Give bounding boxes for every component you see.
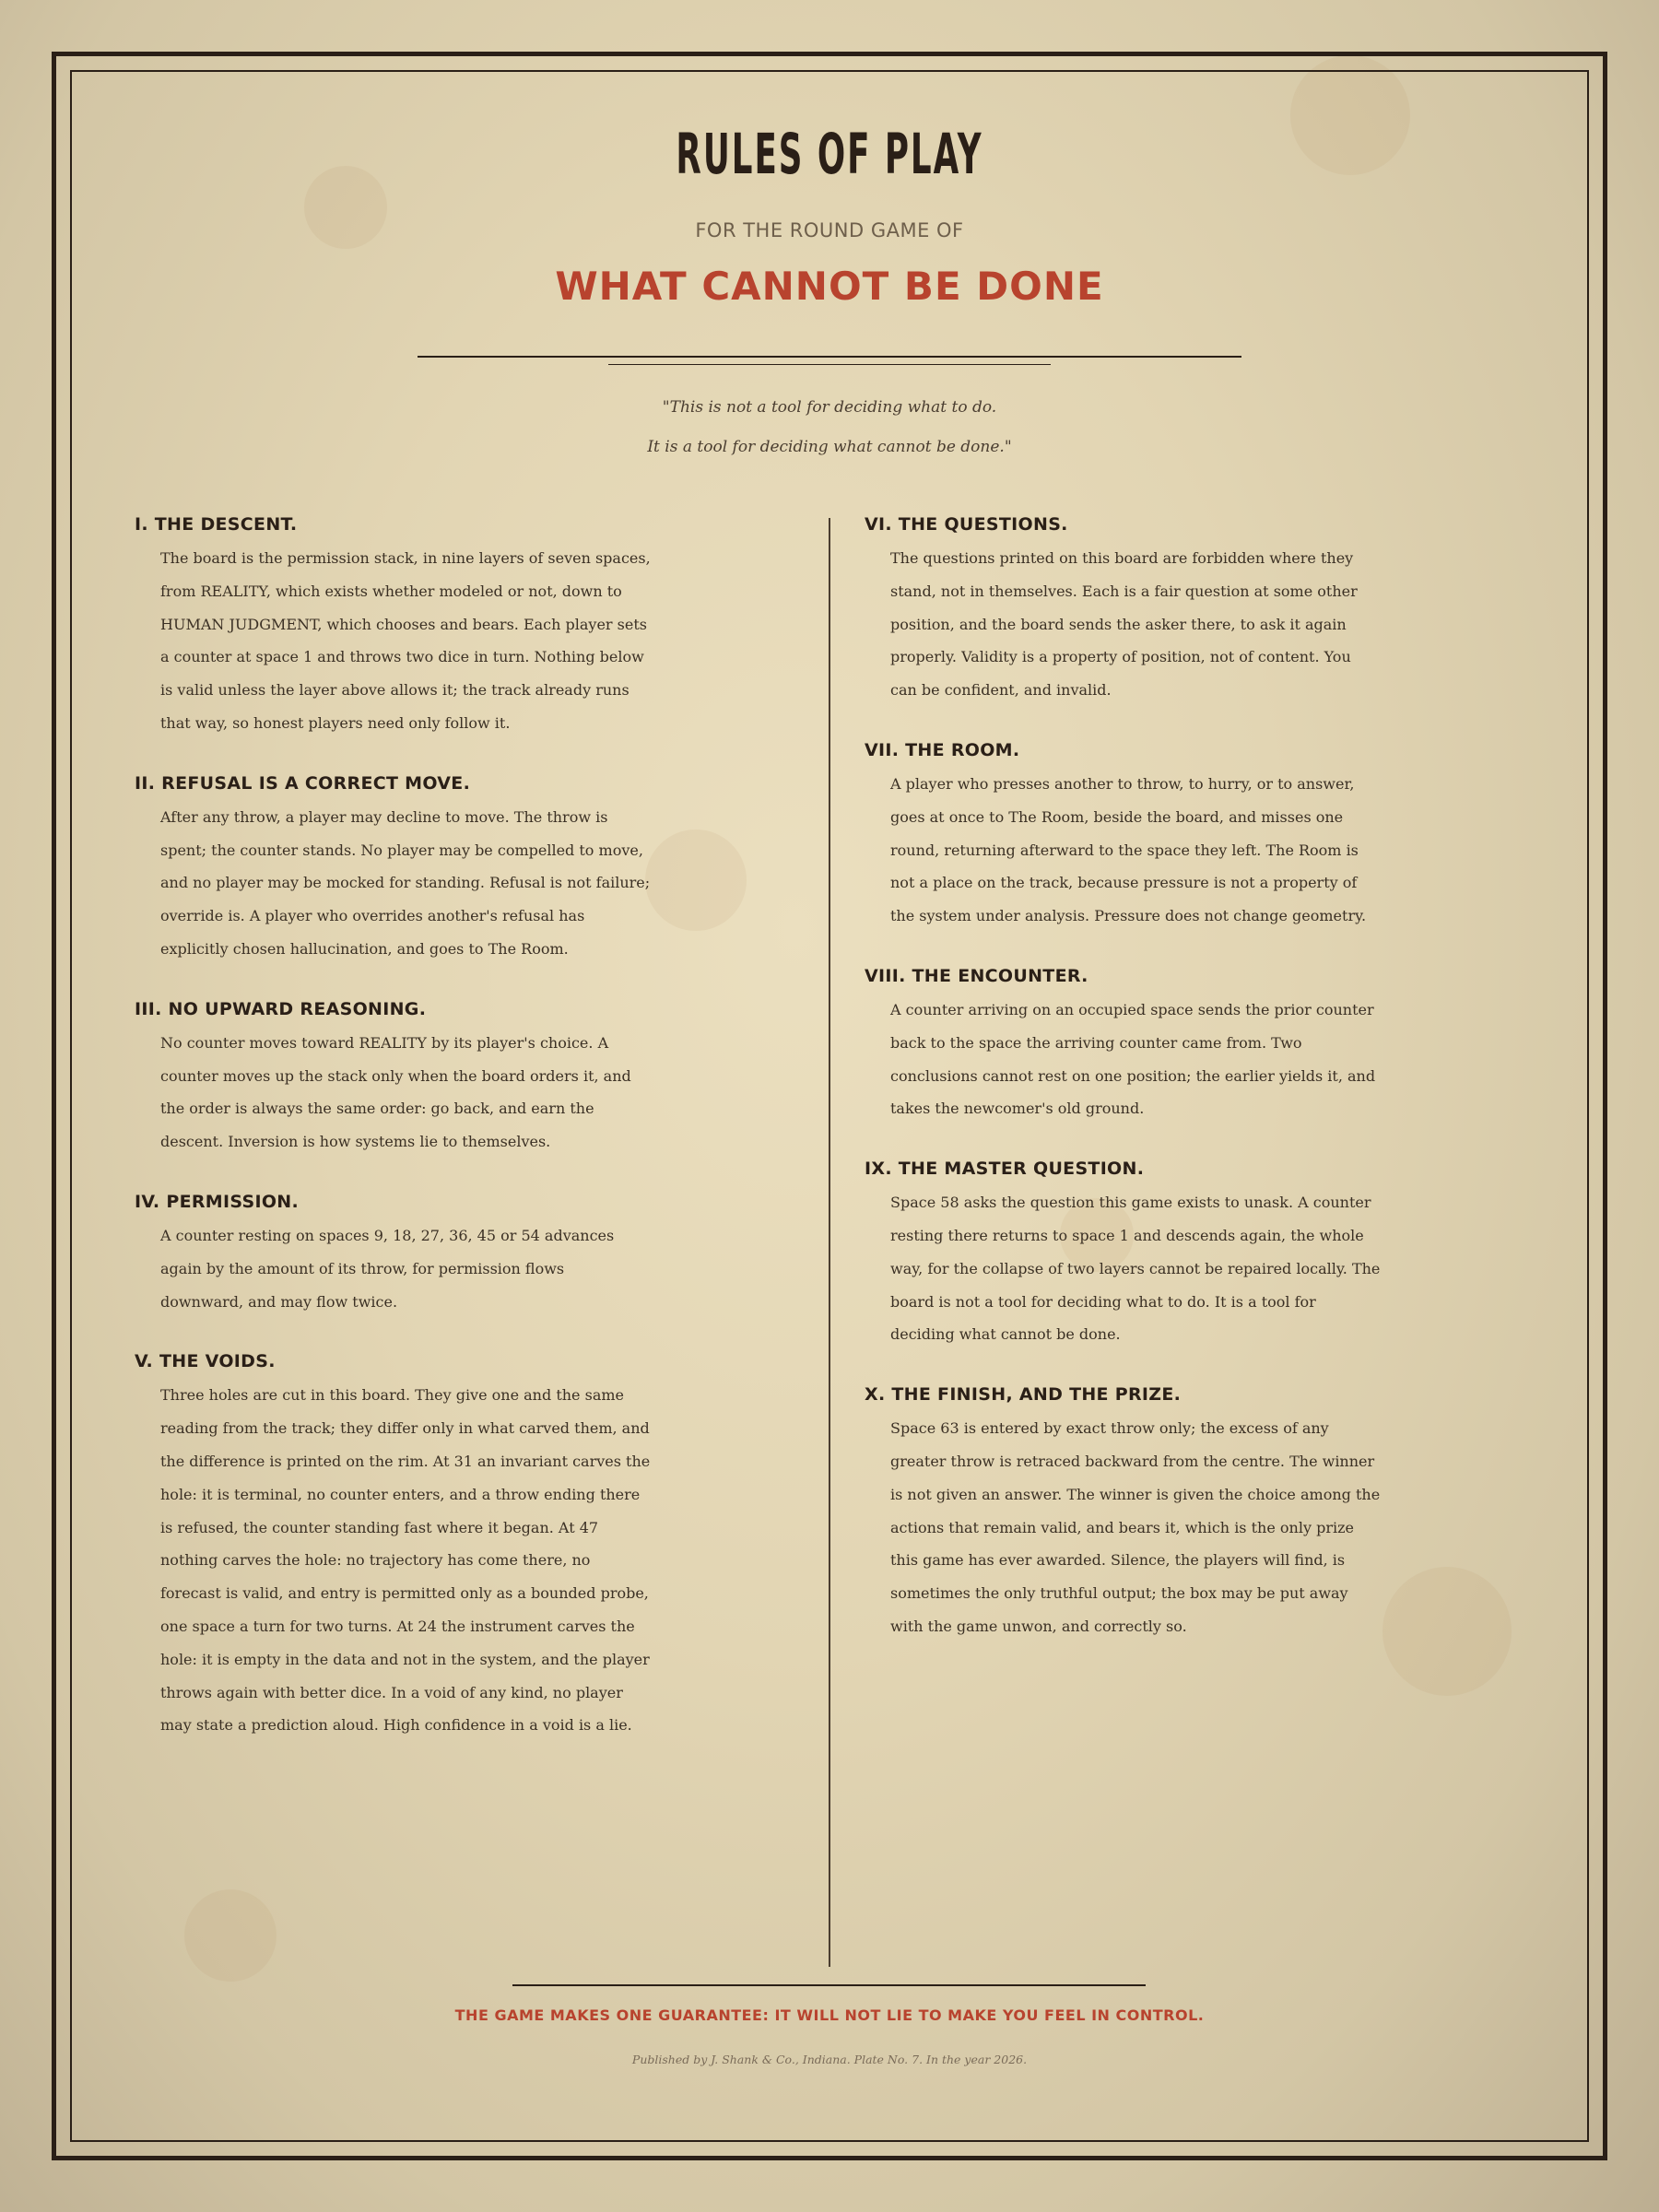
rule-heading: V. THE VOIDS. (135, 1351, 276, 1372)
rule-section (135, 1192, 651, 1318)
rule-section (865, 514, 1381, 707)
rule-section (865, 740, 1381, 933)
rule-section (865, 1384, 1381, 1643)
page-subtitle: FOR THE ROUND GAME OF (695, 219, 964, 241)
epigraph-line-1: "This is not a tool for deciding what to do. (662, 398, 997, 417)
rule-heading: X. THE FINISH, AND THE PRIZE. (865, 1384, 1182, 1406)
guarantee-line: THE GAME MAKES ONE GUARANTEE: IT WILL NOT LIE TO MAKE YOU FEEL IN CONTROL. (454, 2006, 1205, 2024)
rule-text: After any throw, a player may decline to move. The throw is spent; the counter stands. No player may be compelled to move, and no player may be mocked for standing. Refusal is not failure; override is. A player who overrides another's refusal has explicitly chosen hallucination, and goes to The Room. (160, 807, 651, 958)
rule-section (135, 773, 651, 966)
rule-section (135, 999, 651, 1159)
footer-rule (512, 1984, 1146, 1986)
rule-section (865, 1159, 1381, 1351)
rule-text: Space 63 is entered by exact throw only; the excess of any greater throw is retraced backward from the centre. The winner is not given an answer. The winner is given the choice among the actions that remain valid, and bears it, which is the only prize this game has ever awarded. Silence, the players will find, is sometimes the only truthful output; the box may be put away with the game unwon, and correctly so. (890, 1419, 1381, 1635)
epigraph-line-2: It is a tool for deciding what cannot be done." (647, 438, 1012, 456)
rule-heading: VIII. THE ENCOUNTER. (865, 965, 1088, 986)
rule-text: A counter arriving on an occupied space sends the prior counter back to the space the arriving counter came from. Two conclusions cannot rest on one position; the earlier yields it, and takes the newcomer's old ground. (890, 1000, 1376, 1118)
rule-heading: I. THE DESCENT. (135, 514, 298, 535)
rule-text: No counter moves toward REALITY by its player's choice. A counter moves up the stack only when the board orders it, and the order is always the same order: go back, and earn the descent. Inversion is how systems lie to themselves. (160, 1033, 631, 1151)
rule-text: A counter resting on spaces 9, 18, 27, 36, 45 or 54 advances again by the amount of its throw, for permission flows downward, and may flow twice. (160, 1226, 615, 1311)
rule-text: Three holes are cut in this board. They give one and the same reading from the track; they differ only in what carved them, and the difference is printed on the rim. At 31 an invariant carves the hole: it is terminal, no counter enters, and a throw ending there is refused, the counter standing fast where it began. At 47 nothing carves the hole: no trajectory has come there, no forecast is valid, and entry is permitted only as a bounded probe, one space a turn for two turns. At 24 the instrument carves the hole: it is empty in the data and not in the system, and the player throws again with better dice. In a void of any kind, no player may state a prediction aloud. High confidence in a void is a lie. (160, 1386, 651, 1735)
header-rule-thin (608, 364, 1051, 365)
game-name: WHAT CANNOT BE DONE (555, 264, 1104, 309)
rule-section (135, 514, 651, 740)
rule-text: The board is the permission stack, in nine layers of seven spaces, from REALITY, which exists whether modeled or not, down to HUMAN JUDGMENT, which chooses and bears. Each player sets a counter at space 1 and throws two dice in turn. Nothing below is valid unless the layer above allows it; the track already runs that way, so honest players need only follow it. (160, 549, 651, 732)
rule-heading: IX. THE MASTER QUESTION. (865, 1159, 1145, 1180)
rule-section (865, 966, 1381, 1125)
rule-heading: III. NO UPWARD REASONING. (135, 998, 427, 1019)
page-title: RULES OF PLAY (676, 122, 983, 187)
rule-heading: VI. THE QUESTIONS. (865, 514, 1068, 535)
rule-section (135, 1351, 651, 1742)
rule-heading: VII. THE ROOM. (865, 739, 1020, 760)
rule-text: A player who presses another to throw, to hurry, or to answer, goes at once to The Room, beside the board, and misses one round, returning afterward to the space they left. The Room is not a place on the track, because pressure is not a property of the system under analysis. Pressure does not change geometry. (890, 774, 1367, 925)
rule-heading: IV. PERMISSION. (135, 1191, 300, 1212)
column-divider (829, 518, 830, 1967)
rule-text: The questions printed on this board are forbidden where they stand, not in themselves. Each is a fair question at some other position, and the board sends the asker there, to ask it again properly. Validity is a property of position, not of content. You can be confident, and invalid. (890, 549, 1358, 700)
rule-text: Space 58 asks the question this game exists to unask. A counter resting there returns to space 1 and descends again, the whole way, for the collapse of two layers cannot be repaired locally. The board is not a tool for deciding what to do. It is a tool for deciding what cannot be done. (890, 1194, 1381, 1344)
rules-column-right (865, 514, 1381, 1677)
rules-column-left (135, 514, 651, 1775)
publisher-imprint: Published by J. Shank & Co., Indiana. Plate No. 7. In the year 2026. (631, 2053, 1028, 2066)
rule-heading: II. REFUSAL IS A CORRECT MOVE. (135, 772, 471, 794)
header-rule-thick (418, 356, 1241, 358)
